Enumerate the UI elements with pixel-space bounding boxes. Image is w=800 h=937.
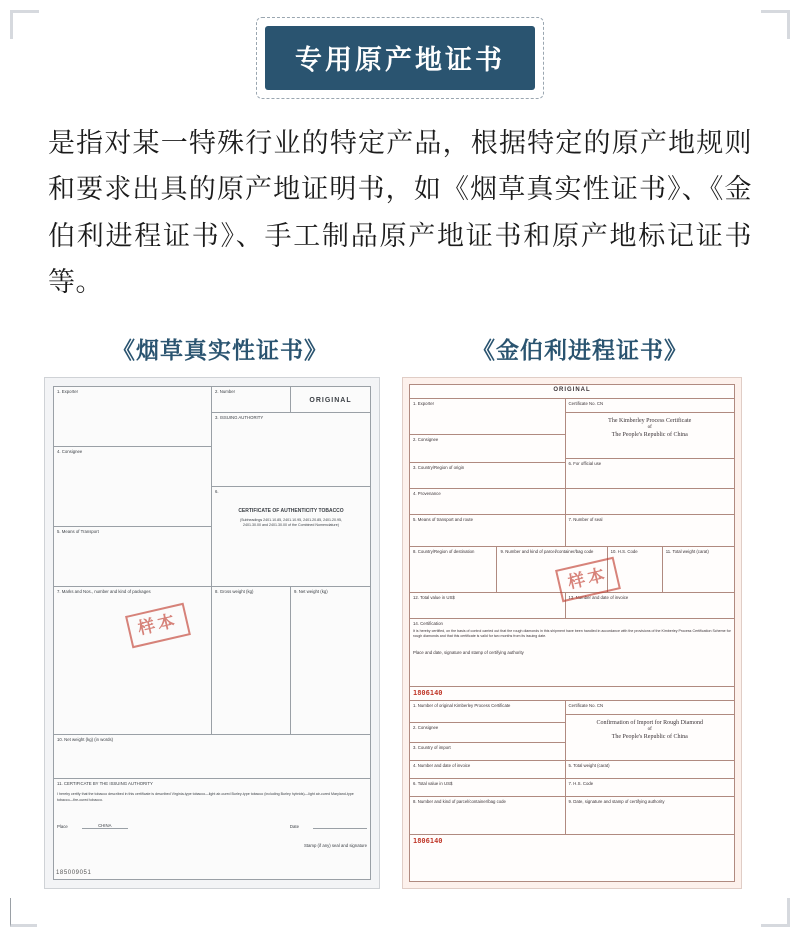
tobacco-field-exporter: 1. Exporter [54, 387, 212, 447]
kimberley-serial-top: 1806140 [410, 687, 734, 701]
tobacco-certificate-sheet [53, 386, 371, 880]
kimberley-field-official-use: 6. For official use [566, 459, 734, 489]
kimberley-confirm-field-consignee: 2. Consignee [410, 723, 566, 743]
tobacco-field-marks-packages: 7. Marks and Nos., number and kind of packages [54, 587, 212, 735]
tobacco-field-certificate-authority: 11. CERTIFICATE BY THE ISSUING AUTHORITY I hereby certify that the tobacco described in this certificate is described Virginia-type tobacco—light air-cured Burley-type tobacco (including Burley hybrids)—light air-cured Maryland-type tobacco—fire-cured tobacco. Place CHINA Date Stamp (if any) seal and signature [57, 780, 367, 849]
sample-image-tobacco [44, 377, 380, 889]
corner-decoration-bottom-left [10, 898, 37, 927]
corner-decoration-top-left [10, 10, 39, 39]
kimberley-confirm-field-parcel: 8. Number and kind of parcel/container/bag code [410, 797, 566, 835]
kimberley-confirm-field-country-import: 3. Country of import [410, 743, 566, 761]
title-area [0, 0, 800, 90]
kimberley-field-invoice-number: 13. Number and date of invoice [566, 593, 734, 619]
kimberley-field-consignee: 2. Consignee [410, 435, 566, 463]
kimberley-heading-block: The Kimberley Process Certificate of The People's Republic of China [566, 413, 734, 459]
sample-image-kimberley [402, 377, 742, 889]
kimberley-confirm-field-invoice: 4. Number and date of invoice [410, 761, 566, 779]
tobacco-field-original: ORIGINAL [291, 387, 370, 413]
kimberley-confirm-field-hs-code: 7. H.S. Code [566, 779, 734, 797]
definition-paragraph: 是指对某一特殊行业的特定产品，根据特定的原产地规则和要求出具的原产地证明书，如《烟草真实性证书》、《金伯利进程证书》、手工制品原产地证书和原产地标记证书等。 [48, 128, 752, 298]
kimberley-original-label: ORIGINAL [410, 385, 734, 399]
page-title: 专用原产地证书 [265, 26, 535, 90]
kimberley-confirm-certificate-no: Certificate No. CN [566, 701, 734, 715]
kimberley-field-certificate-no: Certificate No. CN [566, 399, 734, 413]
tobacco-field-certificate-title: 6. CERTIFICATE OF AUTHENTICITY TOBACCO (Subheadings 2401.10.85, 2401.10.95, 2401.20.85, 2401.20.95, 2401.30.00 and 2401.30.00 of the Combined Nomenclature) [212, 487, 370, 587]
sample-label-kimberley: 《金伯利进程证书》 [472, 336, 688, 363]
tobacco-field-gross-weight: 8. Gross weight (kg) [212, 587, 291, 735]
sample-labels-row [40, 332, 760, 365]
sample-images-row [44, 377, 756, 889]
tobacco-field-consignee: 4. Consignee [54, 447, 212, 527]
kimberley-field-country-destination: 8. Country/Region of destination [410, 547, 497, 593]
kimberley-field-total-value: 12. Total value in US$ [410, 593, 566, 619]
kimberley-confirm-heading-block: Confirmation of Import for Rough Diamond of The People's Republic of China [566, 715, 734, 761]
tobacco-field-issuing-authority: 3. ISSUING AUTHORITY [212, 413, 370, 487]
kimberley-confirm-field-total-value: 6. Total value in US$ [410, 779, 566, 797]
kimberley-serial-bottom: 1806140 [413, 836, 443, 845]
sample-label-tobacco: 《烟草真实性证书》 [112, 336, 328, 363]
kimberley-field-certification: 14. Certification It is hereby certified, on the basis of control carried out that the rough diamonds in this shipment have been handled in accordance with the provisions of the Kimberley Process Certification Scheme for rough diamonds and that this certificate is valid for two months from its issuing date. Place and date, signature and stamp of certifying authority [410, 619, 734, 687]
kimberley-field-exporter: 1. Exporter [410, 399, 566, 435]
tobacco-field-number: 2. Number [212, 387, 291, 413]
corner-decoration-top-right [761, 10, 790, 39]
kimberley-field-country-origin: 3. Country/Region of origin [410, 463, 566, 489]
tobacco-field-means-transport: 5. Means of Transport [54, 527, 212, 587]
kimberley-field-total-weight: 11. Total weight (carat) [663, 547, 734, 593]
tobacco-field-net-weight: 9. Net weight (kg) [291, 587, 370, 735]
tobacco-serial-number: 185009051 [56, 870, 92, 877]
tobacco-field-net-weight-words: 10. Net weight (kg) (in words) [54, 735, 370, 779]
kimberley-confirm-field-total-weight: 5. Total weight (carat) [566, 761, 734, 779]
kimberley-certificate-sheet [409, 384, 735, 882]
kimberley-confirm-field-signature: 9. Date, signature and stamp of certifying authority [566, 797, 734, 835]
kimberley-field-number-seal-spacer [566, 489, 734, 515]
tobacco-sample-stamp: 样本 [125, 602, 191, 648]
kimberley-confirm-field-original-no: 1. Number of original Kimberley Process Certificate [410, 701, 566, 723]
kimberley-field-parcel-kind: 9. Number and kind of parcel/container/bag code [497, 547, 607, 593]
corner-decoration-bottom-right [761, 898, 790, 927]
kimberley-sample-stamp: 样本 [555, 556, 621, 602]
kimberley-field-number-of-seal: 7. Number of seal [566, 515, 734, 547]
kimberley-field-means-transport: 5. Means of transport and route [410, 515, 566, 547]
kimberley-field-hs-code: 10. H.S. Code [608, 547, 663, 593]
kimberley-field-provenance: 4. Provenance [410, 489, 566, 515]
